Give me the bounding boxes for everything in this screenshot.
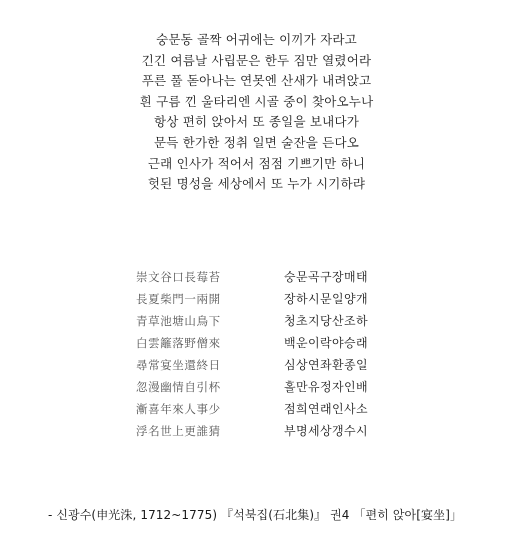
original-text-table bbox=[0, 266, 513, 442]
korean-translation bbox=[0, 30, 513, 195]
original-line-pair bbox=[0, 288, 513, 310]
translation-line: 헛된 명성을 세상에서 또 누가 시기하랴 bbox=[147, 176, 366, 192]
hangul-reading: 홀만유정자인배 bbox=[284, 380, 368, 394]
hangul-reading: 백운이락야승래 bbox=[284, 336, 368, 350]
translation-line: 긴긴 여름날 사립문은 한두 짐만 열렸어라 bbox=[141, 52, 372, 68]
hangul-reading: 심상연좌환종일 bbox=[284, 358, 368, 372]
hanja-line: 尋常宴坐還終日 bbox=[136, 358, 221, 372]
translation-line: 흰 구름 낀 울타리엔 시골 중이 찾아오누나 bbox=[139, 93, 374, 109]
hangul-reading: 청초지당산조하 bbox=[284, 314, 368, 328]
translation-line: 항상 편히 앉아서 또 종일을 보내다가 bbox=[154, 114, 359, 130]
hanja-line: 忽漫幽情自引杯 bbox=[136, 380, 221, 394]
hanja-line: 白雲籬落野僧來 bbox=[136, 336, 221, 350]
translation-line: 푸른 풀 돋아나는 연못엔 산새가 내려앉고 bbox=[141, 73, 372, 89]
original-line-pair bbox=[0, 354, 513, 376]
hanja-line: 浮名世上更誰猜 bbox=[136, 424, 221, 438]
hangul-reading: 숭문곡구장매태 bbox=[284, 270, 368, 284]
source-citation: - 신광수(申光洙, 1712~1775) 『석북집(石北集)』 권4 「편히 앉아[宴坐]」 bbox=[48, 508, 463, 522]
hangul-reading: 부명세상갱수시 bbox=[284, 424, 368, 438]
translation-line: 숭문동 골짝 어귀에는 이끼가 자라고 bbox=[156, 32, 357, 47]
original-line-pair bbox=[0, 398, 513, 420]
hanja-line: 漸喜年來人事少 bbox=[136, 402, 221, 416]
translation-line: 근래 인사가 적어서 점점 기쁘기만 하니 bbox=[147, 155, 366, 171]
translation-line: 문득 한가한 정취 일면 술잔을 든다오 bbox=[154, 134, 359, 150]
hanja-line: 青草池塘山鳥下 bbox=[136, 314, 221, 328]
hanja-line: 崇文谷口長莓苔 bbox=[136, 270, 221, 284]
hanja-line: 長夏柴門一兩開 bbox=[136, 292, 221, 306]
hangul-reading: 장하시문일양개 bbox=[284, 292, 368, 306]
original-line-pair bbox=[0, 420, 513, 442]
original-line-pair bbox=[0, 310, 513, 332]
original-line-pair bbox=[0, 332, 513, 354]
original-line-pair bbox=[0, 376, 513, 398]
hangul-reading: 점희연래인사소 bbox=[284, 402, 368, 416]
original-line-pair bbox=[0, 266, 513, 288]
